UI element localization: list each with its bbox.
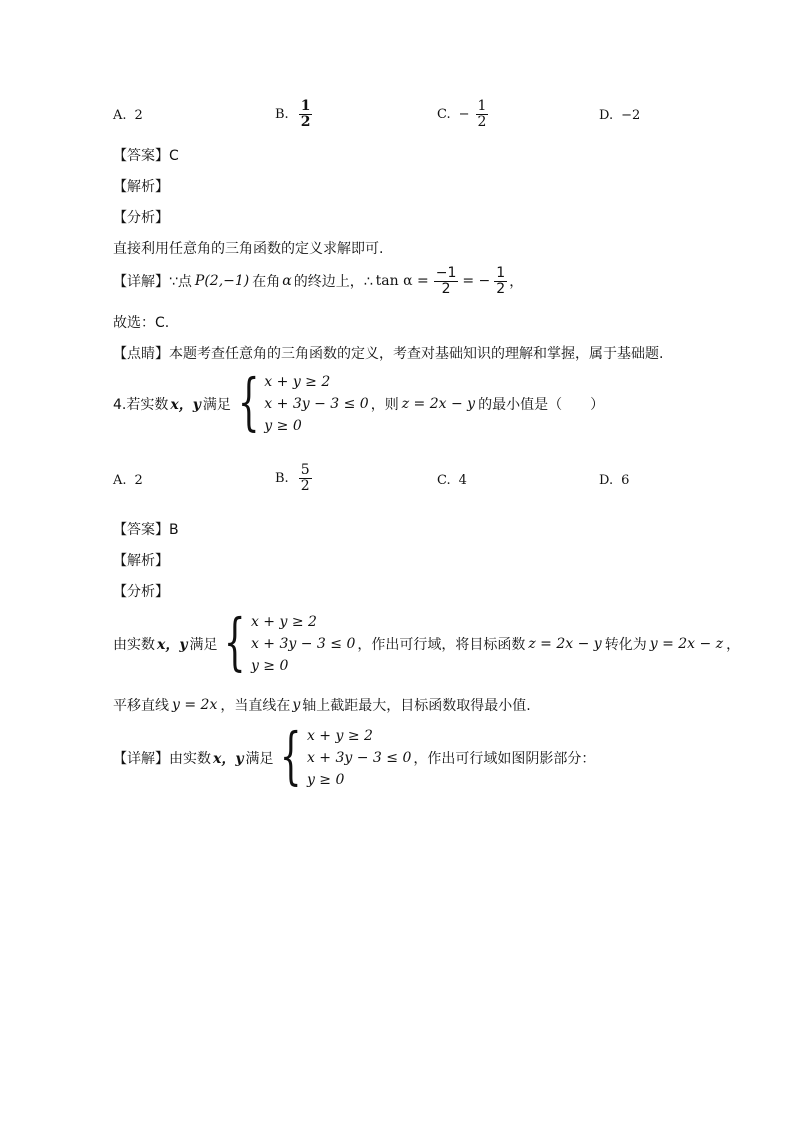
- q4-option-a: [113, 473, 143, 488]
- denominator: 2: [496, 280, 506, 297]
- q3-option-d: [599, 108, 640, 123]
- option-value: 2: [134, 473, 143, 488]
- tan-expr: tan α =: [375, 273, 429, 290]
- constraint-system: [275, 719, 412, 792]
- q3-detail-line: [113, 266, 523, 296]
- denominator: 2: [300, 113, 311, 130]
- option-value: 6: [621, 473, 630, 488]
- constraint-system: [219, 605, 356, 678]
- fenxi-end: ，: [726, 637, 741, 653]
- detail-end: ，作出可行域如图阴影部分：: [413, 751, 596, 767]
- option-label: B.: [275, 106, 289, 122]
- constraint: x + y ≥ 2: [306, 728, 373, 744]
- constraint: x + 3y − 3 ≤ 0: [306, 750, 412, 766]
- fenxi-conv: 转化为: [604, 637, 647, 653]
- satisfy: 满足: [189, 637, 218, 653]
- constraint: x + 3y − 3 ≤ 0: [250, 636, 356, 652]
- numerator: −1: [435, 265, 457, 281]
- q4-detail-line: [113, 719, 596, 792]
- constraint: x + 3y − 3 ≤ 0: [264, 396, 369, 412]
- q3-comment: 【点睛】本题考查任意角的三角函数的定义，考查对基础知识的理解和掌握，属于基础题.: [113, 346, 664, 362]
- constraint: y ≥ 0: [306, 772, 345, 788]
- left-brace: {: [237, 365, 260, 438]
- constraint-system: [233, 365, 369, 438]
- fenxi-mid: ，作出可行域，将目标函数: [357, 637, 526, 653]
- stem-prefix: 4.若实数: [113, 397, 169, 413]
- option-label: C.: [437, 473, 451, 488]
- option-label: C.: [437, 106, 451, 122]
- q4-fenxi-title: 【分析】: [113, 584, 169, 600]
- q4-option-c: [437, 473, 467, 488]
- option-label: A.: [113, 473, 127, 488]
- shift-prefix: 平移直线: [113, 698, 169, 714]
- satisfy: 满足: [202, 397, 231, 413]
- denominator: 2: [300, 477, 310, 494]
- point-expr: P(2,−1): [194, 273, 250, 290]
- q4-answer: 【答案】B: [113, 522, 179, 538]
- q4-fenxi-line: [113, 605, 741, 678]
- left-brace: {: [224, 605, 247, 678]
- numerator: 1: [300, 98, 311, 114]
- q3-answer: 【答案】C: [113, 148, 179, 164]
- q3-analysis-title: 【解析】: [113, 179, 169, 195]
- minus-sign: −: [458, 106, 470, 122]
- fraction: [494, 266, 507, 296]
- constraint: y ≥ 0: [250, 658, 289, 674]
- satisfy: 满足: [245, 751, 274, 767]
- q4-stem: [113, 365, 605, 438]
- comma: ，: [509, 274, 524, 291]
- shift-mid: ，当直线在: [220, 698, 291, 714]
- option-label: D.: [599, 473, 614, 488]
- vars: x，y: [157, 637, 188, 653]
- shift-end: 轴上截距最大，目标函数取得最小值.: [302, 698, 531, 714]
- constraint: y ≥ 0: [264, 418, 302, 434]
- then: ，则: [370, 397, 399, 413]
- q3-option-b: [275, 99, 314, 129]
- denominator: 2: [441, 280, 451, 297]
- line-expr: y = 2x − z: [649, 636, 724, 652]
- constraint: x + y ≥ 2: [250, 614, 317, 630]
- fraction: [299, 463, 312, 493]
- option-value: −2: [621, 108, 641, 123]
- fraction: [434, 266, 459, 296]
- constraint: x + y ≥ 2: [264, 374, 331, 390]
- alpha-symbol: α: [282, 273, 292, 290]
- axis-name: y: [292, 697, 301, 713]
- detail-prefix: 【详解】∵点: [113, 274, 192, 291]
- constraint-rows: [307, 725, 411, 791]
- vars: x，y: [170, 397, 201, 413]
- stem-suffix: 的最小值是（ ）: [478, 397, 605, 413]
- constraint-rows: [264, 371, 368, 437]
- constraint-rows: [251, 611, 355, 677]
- option-label: D.: [599, 108, 614, 123]
- option-value: 2: [134, 108, 143, 123]
- q4-option-d: [599, 473, 629, 488]
- option-value: 4: [458, 473, 467, 488]
- objective-expr: z = 2x − y: [528, 636, 602, 652]
- q3-choose: 故选：C.: [113, 315, 170, 331]
- option-label: A.: [113, 108, 127, 123]
- vars: x，y: [213, 751, 244, 767]
- detail-mid2: 的终边上，∴: [293, 274, 373, 291]
- q4-option-b: [275, 463, 314, 493]
- line-expr: y = 2x: [172, 697, 218, 713]
- detail-mid: 在角: [252, 274, 281, 291]
- fraction: [299, 99, 313, 129]
- q3-fenxi-title: 【分析】: [113, 210, 169, 226]
- left-brace: {: [280, 719, 303, 792]
- q3-option-c: [437, 99, 490, 129]
- q4-analysis-title: 【解析】: [113, 553, 169, 569]
- option-label: B.: [275, 470, 289, 486]
- objective-expr: z = 2x − y: [401, 396, 476, 412]
- denominator: 2: [477, 113, 487, 130]
- detail-prefix: 【详解】由实数: [113, 751, 211, 767]
- numerator: 1: [477, 98, 487, 114]
- q4-shift-line: [113, 695, 531, 715]
- q3-fenxi-text: 直接利用任意角的三角函数的定义求解即可.: [113, 241, 384, 257]
- numerator: 1: [496, 265, 506, 281]
- fenxi-prefix: 由实数: [113, 637, 155, 653]
- fraction: [476, 99, 489, 129]
- numerator: 5: [300, 462, 310, 478]
- equals-neg: = −: [462, 273, 491, 290]
- q3-option-a: [113, 108, 143, 123]
